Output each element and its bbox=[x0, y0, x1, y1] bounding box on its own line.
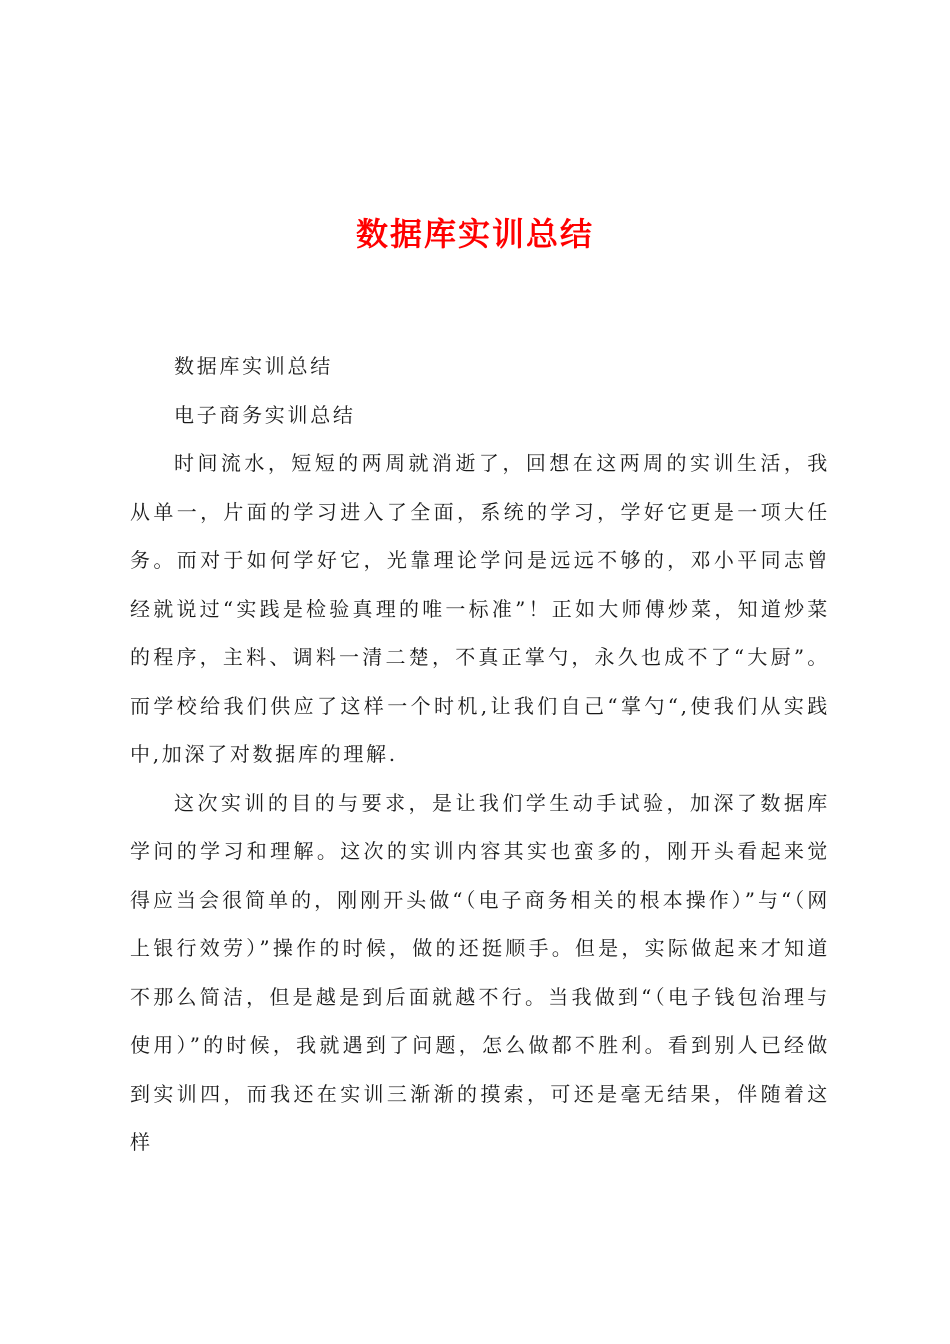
paragraph: 时间流水，短短的两周就消逝了，回想在这两周的实训生活，我从单一，片面的学习进入了全面，系统的学习，学好它更是一项大任务。而对于如何学好它，光靠理论学问是远远不够的，邓小平同志曾经就说过“实践是检验真理的唯一标准”！正如大师傅炒菜，知道炒菜的程序，主料、调料一清二楚，不真正掌勺，永久也成不了“大厨”。而学校给我们供应了这样一个时机,让我们自己“掌勺“,使我们从实践中,加深了对数据库的理解. bbox=[130, 451, 830, 766]
paragraph: 数据库实训总结 bbox=[174, 354, 333, 378]
document-title: 数据库实训总结 bbox=[355, 215, 594, 253]
paragraph: 这次实训的目的与要求，是让我们学生动手试验，加深了数据库学问的学习和理解。这次的实训内容其实也蛮多的，刚开头看起来觉得应当会很简单的，刚刚开头做“（电子商务相关的根本操作）”与“（网上银行效劳）”操作的时候，做的还挺顺手。但是，实际做起来才知道不那么简洁，但是越是到后面就越不行。当我做到“（电子钱包治理与使用）”的时候，我就遇到了问题，怎么做都不胜利。看到别人已经做到实训四，而我还在实训三渐渐的摸索，可还是毫无结果，伴随着这样 bbox=[130, 790, 830, 1154]
paragraph: 电子商务实训总结 bbox=[174, 402, 356, 427]
document-body bbox=[130, 342, 830, 1167]
